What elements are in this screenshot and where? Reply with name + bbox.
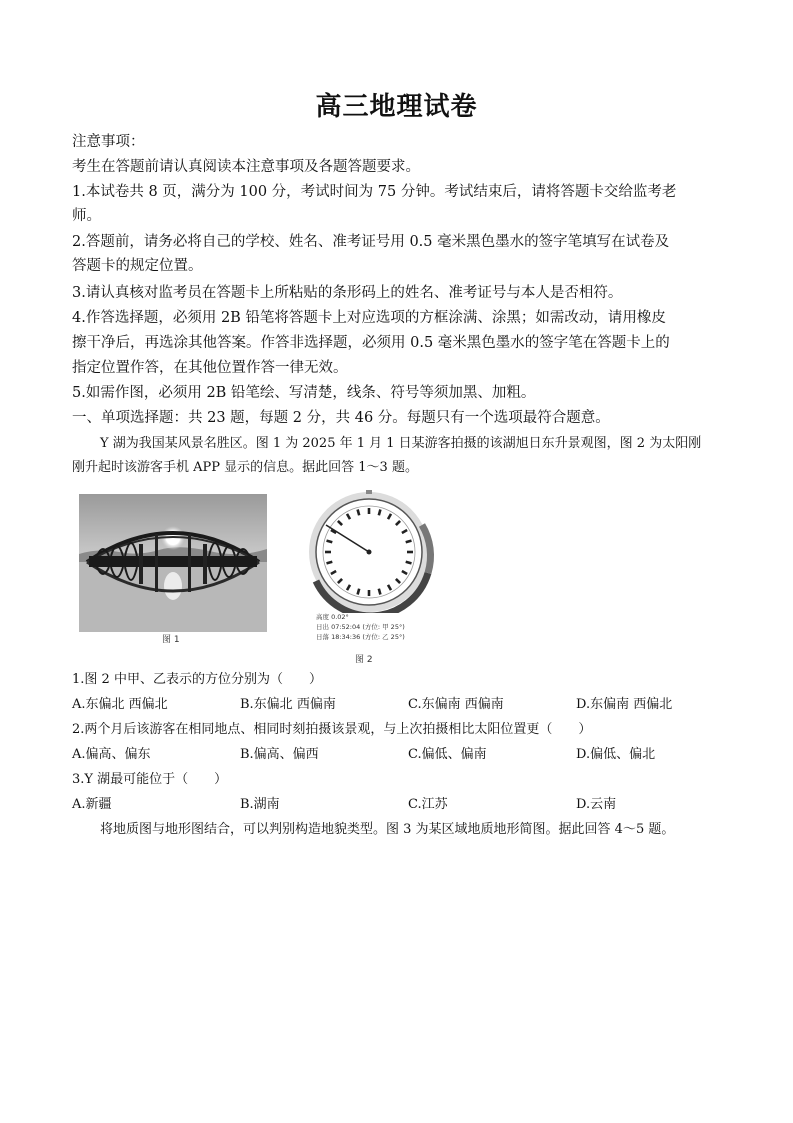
compass-tick <box>406 541 412 543</box>
notice-item-4-line3: 指定位置作答，在其他位置作答一律无效。 <box>72 360 348 376</box>
passage-1-line2: 刚升起时该游客手机 APP 显示的信息。据此回答 1～3 题。 <box>72 460 418 475</box>
notice-item-1-line2: 师。 <box>72 208 101 224</box>
q3-option-b[interactable]: B.湖南 <box>240 797 280 812</box>
notice-item-4-line2: 擦干净后，再选涂其他答案。作答非选择题，必须用 0.5 毫米黑色墨水的签字笔在答题卡上的 <box>72 335 670 351</box>
q1-option-c[interactable]: C.东偏南 西偏南 <box>408 697 504 712</box>
figure-2-altitude: 高度 0.02° <box>316 613 349 621</box>
question-2-stem: 2.两个月后该游客在相同地点、相同时刻拍摄该景观，与上次拍摄相比太阳位置更（ ） <box>72 722 592 737</box>
compass-tick <box>358 589 360 595</box>
q2-option-b[interactable]: B.偏高、偏西 <box>240 747 319 762</box>
compass-tick <box>327 562 333 564</box>
notice-item-3: 3.请认真核对监考员在答题卡上所粘贴的条形码上的姓名、准考证号与本人是否相符。 <box>72 285 623 301</box>
section-heading: 一、单项选择题：共 23 题，每题 2 分，共 46 分。每题只有一个选项最符合题意。 <box>72 410 610 426</box>
compass-tick <box>379 510 381 516</box>
figure-2-sunrise: 日出 07:52:04 (方位: 甲 25°) <box>316 623 405 631</box>
notice-heading: 注意事项： <box>72 134 145 150</box>
passage-2: 将地质图与地形图结合，可以判别构造地貌类型。图 3 为某区域地质地形简图。据此回答 4～5 题。 <box>100 822 675 837</box>
compass-tick <box>327 541 333 543</box>
notice-item-2-line1: 2.答题前，请务必将自己的学校、姓名、准考证号用 0.5 毫米黑色墨水的签字笔填写在试卷及 <box>72 234 670 250</box>
notice-item-1-line1: 1.本试卷共 8 页，满分为 100 分，考试时间为 75 分钟。考试结束后，请将答题卡交给监考老 <box>72 184 677 200</box>
question-3-stem: 3.Y 湖最可能位于（ ） <box>72 772 228 787</box>
q2-option-c[interactable]: C.偏低、偏南 <box>408 747 487 762</box>
page-title: 高三地理试卷 <box>315 92 478 122</box>
q1-option-b[interactable]: B.东偏北 西偏南 <box>240 697 336 712</box>
figure-2-compass <box>302 489 436 613</box>
notice-intro: 考生在答题前请认真阅读本注意事项及各题答题要求。 <box>72 159 420 175</box>
notice-item-4-line1: 4.作答选择题，必须用 2B 铅笔将答题卡上对应选项的方框涂满、涂黑；如需改动，请用橡皮 <box>72 310 666 326</box>
question-1-stem: 1.图 2 中甲、乙表示的方位分别为（ ） <box>72 672 322 687</box>
compass-tick <box>379 589 381 595</box>
q1-option-a[interactable]: A.东偏北 西偏北 <box>72 697 168 712</box>
passage-1-line1: Y 湖为我国某风景名胜区。图 1 为 2025 年 1 月 1 日某游客拍摄的该湖旭日东升景观图，图 2 为太阳刚 <box>100 436 702 451</box>
figure-1-photo <box>79 494 267 632</box>
q3-option-a[interactable]: A.新疆 <box>72 797 112 812</box>
q3-option-c[interactable]: C.江苏 <box>408 797 448 812</box>
notice-item-5: 5.如需作图，必须用 2B 铅笔绘、写清楚，线条、符号等须加黑、加粗。 <box>72 385 536 401</box>
figure-2-label: 图 2 <box>355 655 373 665</box>
q1-option-d[interactable]: D.东偏南 西偏北 <box>576 697 673 712</box>
q2-option-d[interactable]: D.偏低、偏北 <box>576 747 656 762</box>
figure-2-sunset: 日落 18:34:36 (方位: 乙 25°) <box>316 633 405 641</box>
compass-tick <box>358 510 360 516</box>
q3-option-d[interactable]: D.云南 <box>576 797 617 812</box>
q2-option-a[interactable]: A.偏高、偏东 <box>72 747 151 762</box>
figure-1-label: 图 1 <box>162 635 180 645</box>
notice-item-2-line2: 答题卡的规定位置。 <box>72 258 203 274</box>
compass-tick <box>406 562 412 564</box>
